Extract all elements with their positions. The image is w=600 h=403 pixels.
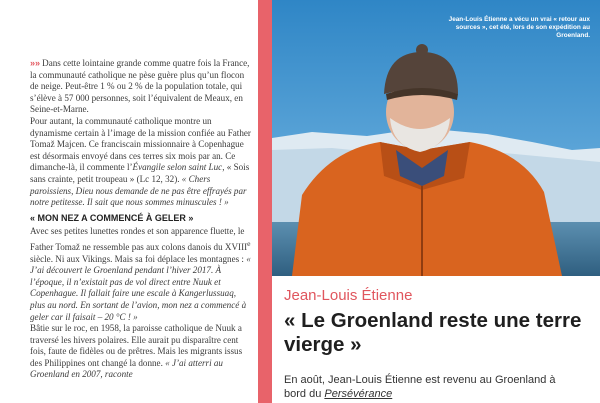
paragraph-4: Bâtie sur le roc, en 1958, la paroisse catholique de Nuuk a traversé les hivers polaires. Elle aurait pu disparaître cent fois, faute de fidèles ou de prêtres. Mais les migrants issus des Philippines ont changé la donne. « J’ai atterri au Groenland en 2007, raconte bbox=[30, 323, 243, 380]
paragraph-1: »» Dans cette lointaine grande comme quatre fois la France, la communauté catholique ne pèse guère plus qu’un flocon de neige. Peut-être 1 % ou 2 % de la population totale, qui s’élève à 57 000 personnes, soit l’équivalent de Meaux, en Seine-et-Marne. bbox=[30, 58, 250, 115]
photo-caption: Jean-Louis Étienne a vécu un vrai « retour aux sources », cet été, lors de son expédition au Groenland. bbox=[448, 16, 590, 40]
left-text-column bbox=[30, 58, 252, 381]
portrait-illustration bbox=[272, 0, 600, 276]
paragraph-3: Avec ses petites lunettes rondes et son apparence fluette, le Father Tomaž ne ressemble pas aux colons danois du XVIIIe siècle. Ni aux Vikings. Mais sa foi déplace les montagnes : « J’ai découvert le Groenland pendant l’hiver 2017. À l’époque, il n’existait pas de vol direct entre Nuuk et Copenhague. Il fallait faire une escale à Kangerlussuaq, plus au nord. En sortant de l’avion, mon nez a commencé à geler car il faisait – 20 °C ! » bbox=[30, 226, 251, 322]
accent-bar bbox=[258, 0, 272, 403]
paragraph-2: Pour autant, la communauté catholique montre un dynamisme certain à l’image de la mission confiée au Father Tomaž Majcen. Ce franciscain missionnaire à Copenhague est désormais envoyé dans ces terres six mois par an. Ce dimanche-là, il commente l’Évangile selon saint Luc, « Sois sans crainte, petit troupeau » (Lc 12, 32). « Chers paroissiens, Dieu nous demande de ne pas être effrayés par notre petitesse. Il sait que nous sommes minuscules ! » bbox=[30, 115, 251, 208]
section-marker: »» bbox=[30, 58, 41, 68]
article-intro: En août, Jean-Louis Étienne est revenu au Groenland à bord du Persévérance bbox=[284, 374, 556, 400]
interviewee-name: Jean-Louis Étienne bbox=[284, 287, 413, 304]
portrait-photo bbox=[272, 0, 600, 276]
section-subhead: « MON NEZ A COMMENCÉ À GELER » bbox=[30, 212, 194, 223]
article-title: « Le Groenland reste une terre vierge » bbox=[284, 309, 582, 356]
